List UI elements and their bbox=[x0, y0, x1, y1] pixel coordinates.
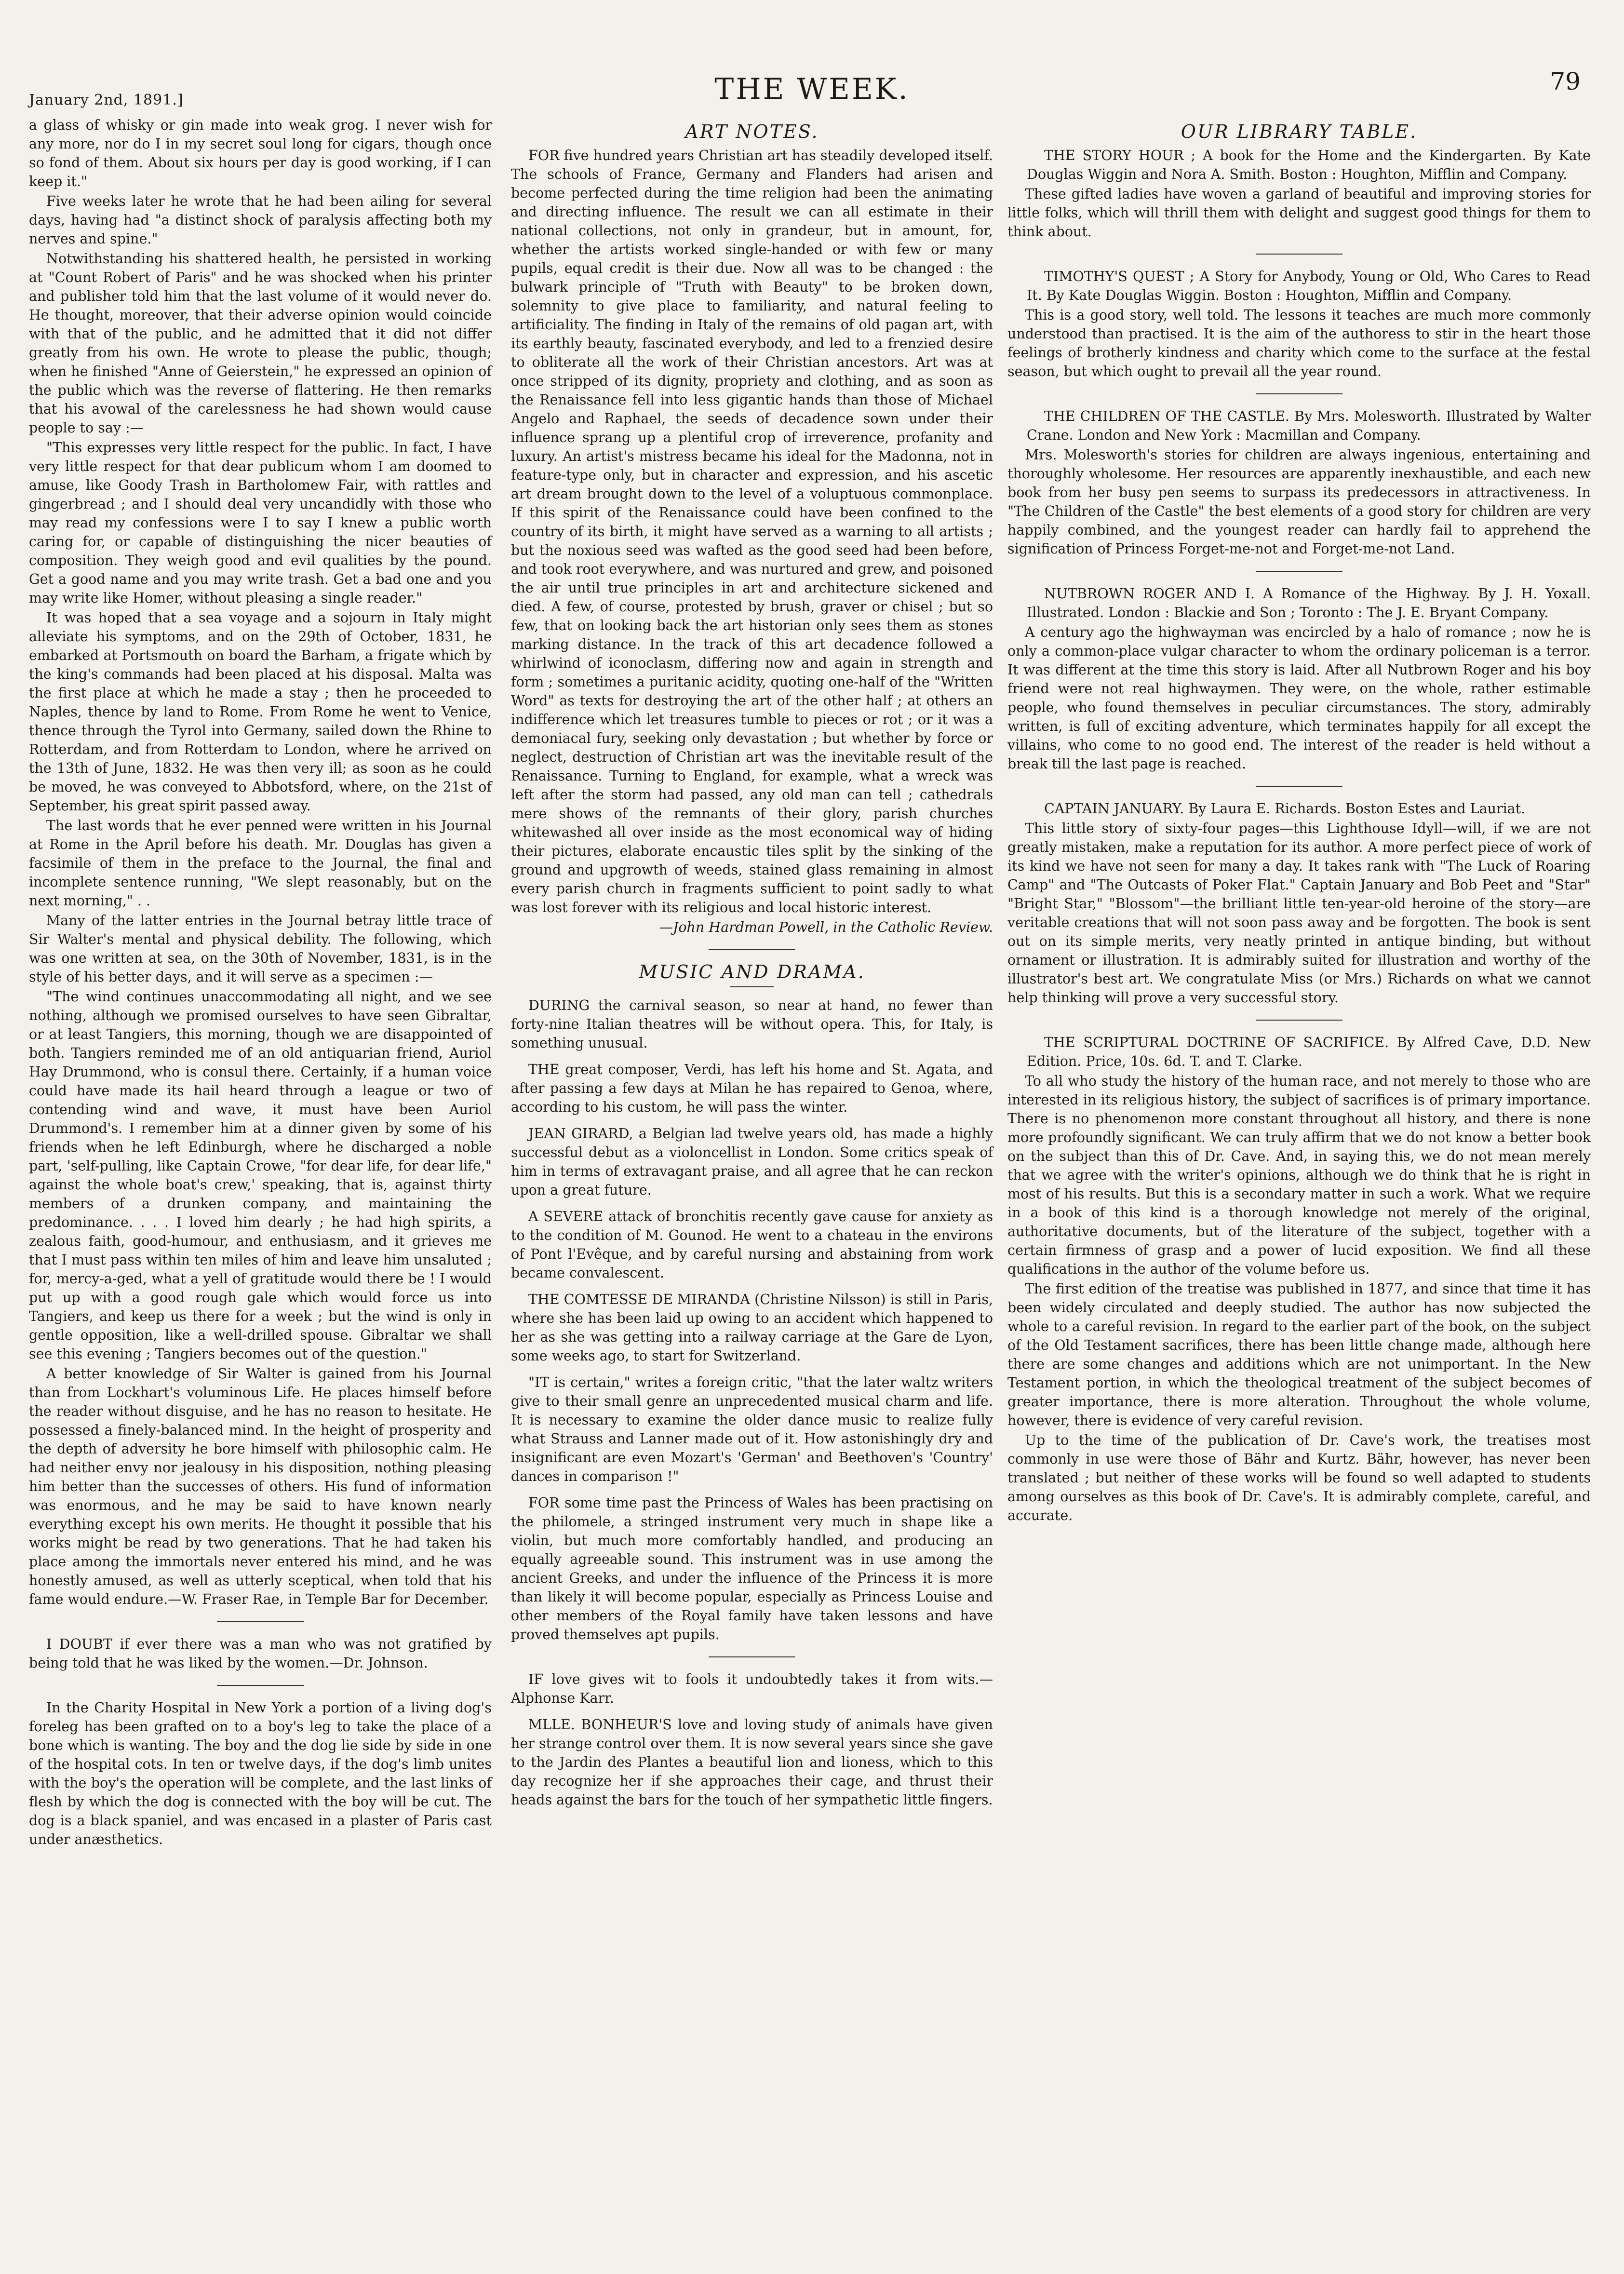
paragraph: Notwithstanding his shattered health, he persisted in working at "Count Robert of Paris" and he was shocked when his printer and publisher told him that the last volume of it would never do. He thought, moreover, that their adverse opinion would coincide with that of the public, and he admitted that it did not differ greatly from his own. He wrote to please the public, though; when he finished "Anne of Geierstein," he expressed an opinion of the public which was the reverse of flattering. He then remarks that his avowal of the carelessness he had shown would cause people to say :— bbox=[29, 251, 492, 436]
section-divider bbox=[1256, 254, 1342, 255]
book-review: A century ago the highwayman was encircled by a halo of romance ; now he is only a common-place vulgar character to whom the ordinary policeman is a terror. It was different at the time this story is laid. After all Nutbrown Roger and his boy friend were not real highwaymen. They were, on the whole, rather estimable people, who found themselves in peculiar circumstances. The story, admirably written, is full of exciting adventure, which terminates happily for all except the villains, who come to no good end. The interest of the reader is held without a break till the last page is reached. bbox=[1007, 624, 1591, 772]
page-number: 79 bbox=[1550, 67, 1581, 95]
book-heading: CAPTAIN JANUARY. By Laura E. Richards. Boston Estes and Lauriat. bbox=[1044, 801, 1526, 817]
paragraph: "This expresses very little respect for the public. In fact, I have very little respect for that dear publicum whom I am doomed to amuse, like Goody Trash in Bartholomew Fair, with rattles and gingerbread ; and I should deal very uncandidly with those who may read my confessions were I to say I knew a public worth caring for, or capable of distinguishing the nicer beauties of composition. They weigh good and evil qualities by the pound. Get a good name and you may write trash. Get a bad one and you may write like Homer, without pleasing a single reader." bbox=[29, 440, 492, 606]
page-header bbox=[29, 58, 1595, 116]
music-drama-title: MUSIC AND DRAMA. bbox=[639, 961, 865, 982]
music-item: FOR some time past the Princess of Wales has been practising on the philomele, a stringed instrument very much in shape like a violin, but much more comfortably handled, and producing an equally agreeable sound. This instrument was in use among the ancient Greeks, and under the influence of the Princess it is more than likely it will become popular, especially as Princess Louise and other members of the Royal family have taken lessons and have proved themselves apt pupils. bbox=[511, 1495, 993, 1642]
paragraph: "The wind continues unaccommodating all night, and we see nothing, although we promised ourselves to have seen Gibraltar, or at least Tangiers, this morning, though we are disappointed of both. Tangiers reminded me of an old antiquarian friend, Auriol Hay Drummond, who is consul there. Certainly, if a human voice could have made its hail heard through a league or two of contending wind and wave, it must have been Auriol Drummond's. I remember him at a dinner given by some of his friends when he left Edinburgh, where he discharged a noble part, 'self-pulling, like Captain Crowe, "for dear life, for dear life," against the whole boat's crew,' speaking, that is, against thirty members of a drunken company, and maintaining the predominance. . . . I loved him dearly ; he had high spirits, a zealous faith, good-humour, and enthusiasm, and it grieves me that I must pass within ten miles of him and leave him unsaluted ; for, mercy-a-ged, what a yell of gratitude would there be ! I would put up with a good rough gale which would force us into Tangiers, and keep us there for a week ; but the wind is only in gentle opposition, like a well-drilled spouse. Gibraltar we shall see this evening ; Tangiers becomes out of the question." bbox=[29, 989, 492, 1362]
book-review: Up to the time of the publication of Dr. Cave's work, the treatises most commonly in use were those of Bähr and Kurtz. Bähr, however, has never been translated ; but neither of these works will be found so well adapted to students among ourselves as this book of Dr. Cave's. It is admirably complete, careful, and accurate. bbox=[1007, 1432, 1591, 1523]
paragraph: A better knowledge of Sir Walter is gained from his Journal than from Lockhart's voluminous Life. He places himself before the reader without disguise, and he has no reason to hesitate. He possessed a finely-balanced mind. In the height of prosperity and the depth of adversity he bore himself with philosophic calm. He had neither envy nor jealousy in his disposition, nothing pleasing him better than the successes of others. His fund of information was enormous, and he may be said to have known nearly everything except his own merits. He thought it possible that his works might be read by two generations. That he had taken his place among the immortals never entered his mind, and he was honestly amused, as well as utterly sceptical, when told that his fame would endure.—W. Fraser Rae, in Temple Bar for December. bbox=[29, 1366, 492, 1607]
book-review: This is a good story, well told. The lessons it teaches are much more commonly understood than practised. It is the aim of the authoress to stir in the heart those feelings of brotherly kindness and charity which come to the surface at the festal season, but which ought to prevail all the year round. bbox=[1007, 307, 1591, 379]
book-review: This little story of sixty-four pages—this Lighthouse Idyll—will, if we are not greatly mistaken, make a reputation for its author. A more perfect piece of work of its kind we have not seen for many a day. It takes rank with "The Luck of Roaring Camp" and "The Outcasts of Poker Flat." Captain January and Bob Peet and "Star" "Bright Star," "Blossom"—the brilliant little ten-year-old heroine of the story—are veritable creations that will not soon pass away and be forgotten. The book is sent out on its simple merits, very neatly printed in antique binding, but without ornament or illustration. It is admirably suited for illustration and worthy of the illustrator's best art. We congratulate Miss (or Mrs.) Richards on what we cannot help thinking will prove a very successful story. bbox=[1007, 821, 1591, 1006]
section-divider bbox=[1256, 571, 1342, 572]
column-right bbox=[1007, 116, 1591, 1526]
paragraph: It was hoped that a sea voyage and a sojourn in Italy might alleviate his symptoms, and on the 29th of October, 1831, he embarked at Portsmouth on board the Barham, a frigate which by the king's commands had been placed at his disposal. Malta was the first place at which he made a stay ; then he proceeded to Naples, thence by land to Rome. From Rome he went to Venice, thence through the Tyrol into Germany, sailed down the Rhine to Rotterdam, and from Rotterdam to London, where he arrived on the 13th of June, 1832. He was then very ill; as soon as he could be moved, he was conveyed to Abbotsford, where, on the 21st of September, his great spirit passed away. bbox=[29, 610, 492, 814]
book-heading: THE CHILDREN OF THE CASTLE. By Mrs. Molesworth. Illustrated by Walter Crane. London and New York : Macmillan and Company. bbox=[1027, 408, 1591, 443]
section-divider bbox=[709, 1656, 795, 1657]
issue-date: January 2nd, 1891.] bbox=[29, 92, 184, 108]
art-notes-source: —John Hardman Powell, in the Catholic Review. bbox=[659, 919, 993, 935]
title-underline bbox=[730, 986, 774, 987]
book-heading: TIMOTHY'S QUEST ; A Story for Anybody, Young or Old, Who Cares to Read It. By Kate Douglas Wiggin. Boston : Houghton, Mifflin and Company. bbox=[1027, 269, 1591, 303]
book-heading: THE STORY HOUR ; A book for the Home and the Kindergarten. By Kate Douglas Wiggin and Nora A. Smith. Boston : Houghton, Mifflin and Company. bbox=[1027, 148, 1591, 182]
section-divider bbox=[217, 1621, 304, 1622]
section-divider bbox=[709, 949, 795, 950]
music-item: JEAN GIRARD, a Belgian lad twelve years old, has made a highly successful debut as a violoncellist in London. Some critics speak of him in terms of extravagant praise, and all agree that he can reckon upon a great future. bbox=[511, 1126, 993, 1198]
book-review: The first edition of the treatise was published in 1877, and since that time it has been widely circulated and deeply studied. The author has now subjected the whole to a careful revision. In regard to the earlier part of the book, on the subject of the Old Testament sacrifices, there has been little change made, although here there are some changes and additions which are not unimportant. In the New Testament portion, in which the theological treatment of the subject becomes of greater importance, there is more alteration. Throughout the whole volume, however, there is evidence of very careful revision. bbox=[1007, 1281, 1591, 1428]
paragraph: a glass of whisky or gin made into weak grog. I never wish for any more, nor do I in my secret soul long for cigars, though once so fond of them. About six hours per day is good working, if I can keep it." bbox=[29, 117, 492, 189]
music-item: THE COMTESSE DE MIRANDA (Christine Nilsson) is still in Paris, where she has been laid up owing to an accident which happened to her as she was getting into a railway carriage at the Gare de Lyon, some weeks ago, to start for Switzerland. bbox=[511, 1292, 993, 1364]
paragraph: Five weeks later he wrote that he had been ailing for several days, having had "a distinct shock of paralysis affecting both my nerves and spine." bbox=[29, 193, 492, 247]
book-review: To all who study the history of the human race, and not merely to those who are interested in its religious history, the subject of sacrifices is of primary importance. There is no phenomenon more constant throughout all history, and there is none more profoundly significant. We can truly affirm that we do not know a better book on the subject than this of Dr. Cave. And, in saying this, we do not mean merely that we agree with the writer's opinions, although we do think that he is right in most of his results. But this is a secondary matter in such a work. What we require in a book of this kind is a thorough knowledge not merely of the original, authoritative documents, but of the literature of the subject, together with a certain firmness of grasp and a power of lucid exposition. We find all these qualifications in the author of the volume before us. bbox=[1007, 1073, 1591, 1277]
section-divider bbox=[217, 1685, 304, 1686]
section-divider bbox=[1256, 393, 1342, 394]
karr-quote: IF love gives wit to fools it undoubtedly takes it from wits.—Alphonse Karr. bbox=[511, 1671, 993, 1706]
music-item: A SEVERE attack of bronchitis recently gave cause for anxiety as to the condition of M. Gounod. He went to a chateau in the environs of Pont l'Evêque, and by careful nursing and abstaining from work became convalescent. bbox=[511, 1209, 993, 1281]
art-notes-title: ART NOTES. bbox=[685, 121, 819, 142]
paragraph: Many of the latter entries in the Journal betray little trace of Sir Walter's mental and physical debility. The following, which was one written at sea, on the 30th of November, 1831, is in the style of his better days, and it will serve as a specimen :— bbox=[29, 913, 492, 985]
section-divider bbox=[1256, 1020, 1342, 1021]
column-middle bbox=[511, 116, 993, 1810]
book-heading: THE SCRIPTURAL DOCTRINE OF SACRIFICE. By Alfred Cave, D.D. New Edition. Price, 10s. 6d. T. and T. Clarke. bbox=[1027, 1035, 1591, 1069]
bonheur-item: MLLE. BONHEUR'S love and loving study of animals have given her strange control over them. It is now several years since she gave to the Jardin des Plantes a beautiful lion and lioness, which to this day recognize her if she approaches their cage, and thrust their heads against the bars for the touch of her sympathetic little fingers. bbox=[511, 1717, 993, 1808]
book-review: These gifted ladies have woven a garland of beautiful and improving stories for little folks, which will thrill them with delight and suggest good things for them to think about. bbox=[1007, 186, 1591, 240]
book-review: Mrs. Molesworth's stories for children are always ingenious, entertaining and thoroughly wholesome. Her resources are apparently inexhaustible, and each new book from her busy pen seems to surpass its predecessors in attractiveness. In "The Children of the Castle" the best elements of a good story for children are very happily combined, and the youngest reader can hardly fail to apprehend the signification of Princess Forget-me-not and Forget-me-not Land. bbox=[1007, 447, 1591, 557]
music-item: "IT is certain," writes a foreign critic, "that the later waltz writers give to their small genre an unprecedented musical charm and life. It is necessary to examine the older dance music to realize fully what Strauss and Lanner made out of it. How astonishingly dry and insignificant are even Mozart's 'German' and Beethoven's 'Country' dances in comparison !" bbox=[511, 1374, 993, 1484]
section-divider bbox=[1256, 786, 1342, 787]
charity-hospital-item: In the Charity Hospital in New York a portion of a living dog's foreleg has been grafted on to a boy's leg to take the place of a bone which is wanting. The boy and the dog lie side by side in one of the hospital cots. In ten or twelve days, if the dog's limb unites with the boy's the operation will be complete, and the last links of flesh by which the dog is connected with the boy will be cut. The dog is a black spaniel, and was encased in a plaster of Paris cast under anæsthetics. bbox=[29, 1700, 492, 1847]
column-left bbox=[29, 116, 492, 1850]
book-heading: NUTBROWN ROGER AND I. A Romance of the Highway. By J. H. Yoxall. Illustrated. London : Blackie and Son ; Toronto : The J. E. Bryant Company. bbox=[1027, 586, 1591, 620]
art-notes-text: FOR five hundred years Christian art has steadily developed itself. The schools of France, Germany and Flanders had arisen and become perfected during the time religion had been the animating and directing influence. The result we can all estimate in their national collections, not only in grandeur, but in amount, for, whether the artists worked single-handed or with few or many pupils, equal credit is their due. Now all was to be changed : the bulwark principle of "Truth with Beauty" to be broken down, solemnity to give place to familiarity, and natural feeling to artificiality. The finding in Italy of the remains of old pagan art, with its earthly beauty, fascinated everybody, and led to a frenzied desire to obliterate all the work of their Christian ancestors. Art was at once stripped of its dignity, propriety and clothing, and as soon as the Renaissance fell into less gigantic hands than those of Michael Angelo and Raphael, the seeds of decadence sown under their influence sprang up a plentiful crop of irreverence, profanity and luxury. An artist's mistress became his ideal for the Madonna, not in feature-type only, but in character and expression, and his ascetic art dream brought down to the level of a voluptuous commonplace. If this spirit of the Renaissance could have been confined to the country of its birth, it might have served as a warning to all artists ; but the noxious seed was wafted as the good seed had been before, and took root everywhere, and was nurtured and grew, and poisoned the air until true principles in art and architecture sickened and died. A few, of course, protested by brush, graver or chisel ; but so few, that on looking back the art historian only sees them as stones marking distance. In the track of this art decadence followed a whirlwind of iconoclasm, differing now and again in strength and form ; sometimes a puritanic acidity, quoting one-half of the "Written Word" as texts for destroying the art of the other half ; at others an indifference which let treasures tumble to pieces or rot ; or it was a demoniacal fury, seeking only devastation ; but whether by force or neglect, destruction of Christian art was the inevitable result of the Renaissance. Turning to England, for example, what a wreck was left after the storm had passed, any old man can tell ; cathedrals mere shows of the remnants of their glory, parish churches whitewashed all over inside as the most economical way of hiding their pictures, elaborate encaustic tiles split by the sinking of the ground and upgrowth of weeds, stained glass remaining in almost every parish church in fragments sufficient to point sadly to what was lost forever with its religious and local historic interest. bbox=[511, 148, 993, 915]
library-table-title: OUR LIBRARY TABLE. bbox=[1181, 121, 1418, 142]
johnson-quote: I DOUBT if ever there was a man who was not gratified by being told that he was liked by the women.—Dr. Johnson. bbox=[29, 1636, 492, 1671]
music-item: DURING the carnival season, so near at hand, no fewer than forty-nine Italian theatres will be without opera. This, for Italy, is something unusual. bbox=[511, 997, 993, 1051]
masthead-title: THE WEEK. bbox=[714, 72, 910, 106]
paragraph: The last words that he ever penned were written in his Journal at Rome in the April before his death. Mr. Douglas has given a facsimile of them in the preface to the Journal, the final and incomplete sentence running, "We slept reasonably, but on the next morning," . . bbox=[29, 818, 492, 909]
music-item: THE great composer, Verdi, has left his home and St. Agata, and after passing a few days at Milan he has repaired to Genoa, where, according to his custom, he will pass the winter. bbox=[511, 1062, 993, 1115]
